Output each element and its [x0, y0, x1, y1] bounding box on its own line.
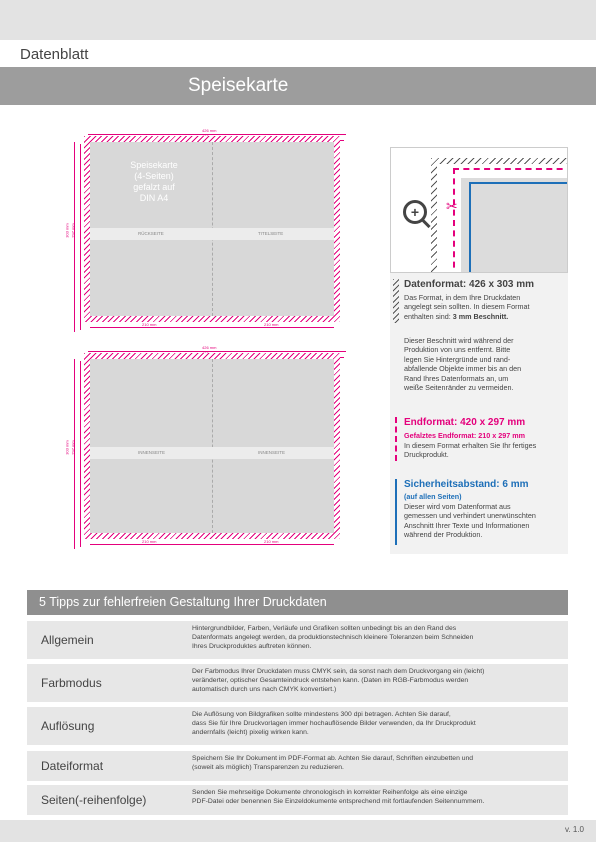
zoom-detail — [390, 147, 568, 273]
data-format-text: Das Format, in dem Ihre Druckdaten angelegt sein sollten. In diesem Format enthalten sind: 3 mm Beschnitt. — [404, 293, 530, 321]
footer — [0, 820, 596, 842]
tip-row-resolution — [27, 707, 568, 745]
datasheet-tab: Datenblatt — [0, 44, 118, 66]
info-panel — [390, 147, 568, 554]
sheet-inside — [90, 359, 334, 533]
end-format-title: Endformat: 420 x 297 mm — [404, 417, 526, 428]
tip-label: Auflösung — [41, 719, 95, 733]
tip-row-general — [27, 621, 568, 659]
tip-text: Die Auflösung von Bildgrafiken sollte mindestens 300 dpi betragen. Achten Sie darauf, dass Sie für Ihre Druckvorlagen immer hochauflösende Bilder verwenden, da Ihr Druckprodukt andernfalls (leicht) pixelig wirken kann. — [192, 711, 476, 737]
dim-half-right: 210 mm — [264, 322, 279, 327]
title-band — [0, 67, 596, 105]
tip-text: Der Farbmodus Ihrer Druckdaten muss CMYK sein, da sonst nach dem Druckvorgang ein (leicht) veränderter, optischer Gesamteindruck entstehen kann. (Daten im RGB-Farbmodus werden automatisch durch uns nach CMYK konvertiert.) — [192, 668, 485, 694]
sheet-front — [90, 142, 334, 316]
spread-inside — [64, 345, 358, 555]
spread-front — [64, 128, 358, 338]
label-band — [90, 447, 334, 459]
scissors-icon: ✂ — [446, 198, 458, 214]
dim-half-left: 210 mm — [142, 322, 157, 327]
data-format-title: Datenformat: 426 x 303 mm — [404, 279, 535, 290]
label-title: TITELSEITE — [258, 231, 284, 236]
tip-label: Farbmodus — [41, 676, 102, 690]
safety-title: Sicherheitsabstand: 6 mm — [404, 479, 529, 490]
label-inside-left: INNENSEITE — [138, 450, 166, 455]
safety-marker — [395, 479, 397, 545]
dim-half-right: 210 mm — [264, 539, 279, 544]
label-inside-right: INNENSEITE — [258, 450, 286, 455]
dim-half-left: 210 mm — [142, 539, 157, 544]
end-format-sub: Gefalztes Endformat: 210 x 297 mm — [404, 431, 526, 440]
tip-label: Allgemein — [41, 633, 94, 647]
tip-row-file-format — [27, 751, 568, 781]
dim-outer-width: 426 mm — [202, 128, 217, 133]
dim-outer-width: 426 mm — [202, 345, 217, 350]
tip-label: Seiten(-reihenfolge) — [41, 793, 147, 807]
label-band — [90, 228, 334, 240]
product-description: Speisekarte (4-Seiten) gefalzt auf DIN A4 — [130, 160, 178, 203]
dim-outer-height: 303 mm — [64, 223, 70, 238]
tip-text: Hintergrundbilder, Farben, Verläufe und Grafiken sollten unbedingt bis an den Rand des Datenformats angelegt werden, da produktionstechnisch kleinere Toleranzen beim Schneiden Ihres Druckproduktes auftreten können. — [192, 625, 474, 651]
end-format-marker — [395, 417, 397, 461]
dim-inner-height: 297 mm — [70, 223, 76, 238]
tip-text: Senden Sie mehrseitige Dokumente chronologisch in korrekter Reihenfolge als eine einzige PDF-Datei oder benennen Sie Einzeldokumente entsprechend mit fortlaufenden Seitennummern. — [192, 789, 485, 806]
bleed-text: Dieser Beschnitt wird während der Produktion von uns entfernt. Bitte legen Sie Hintergründe und rand- abfallende Objekte immer bis an den Rand Ihres Datenformats an, um weiße Seitenränder zu vermeiden. — [404, 336, 522, 393]
page-title: Speisekarte — [188, 75, 289, 96]
tip-label: Dateiformat — [41, 759, 104, 773]
zoom-in-icon: + — [403, 200, 427, 224]
top-band — [0, 0, 596, 40]
label-back: RÜCKSEITE — [138, 231, 164, 236]
tip-text: Speichern Sie Ihr Dokument im PDF-Format ab. Achten Sie darauf, Schriften einzubetten und (soweit als möglich) Transparenzen zu reduzieren. — [192, 755, 474, 772]
dim-inner-height: 297 mm — [70, 440, 76, 455]
tip-row-page-order — [27, 785, 568, 815]
version-label: v. 1.0 — [565, 825, 584, 834]
tip-row-color-mode — [27, 664, 568, 702]
safety-text: Dieser wird vom Datenformat aus gemessen und verhindert unerwünschten Anschnitt Ihrer Texte und Informationen während der Produktion. — [404, 502, 536, 540]
bleed-marker — [393, 279, 399, 323]
safety-sub: (auf allen Seiten) — [404, 492, 462, 501]
dim-outer-height: 303 mm — [64, 440, 70, 455]
end-format-text: In diesem Format erhalten Sie Ihr fertiges Druckprodukt. — [404, 441, 537, 460]
tips-heading: 5 Tipps zur fehlerfreien Gestaltung Ihrer Druckdaten — [27, 590, 568, 615]
